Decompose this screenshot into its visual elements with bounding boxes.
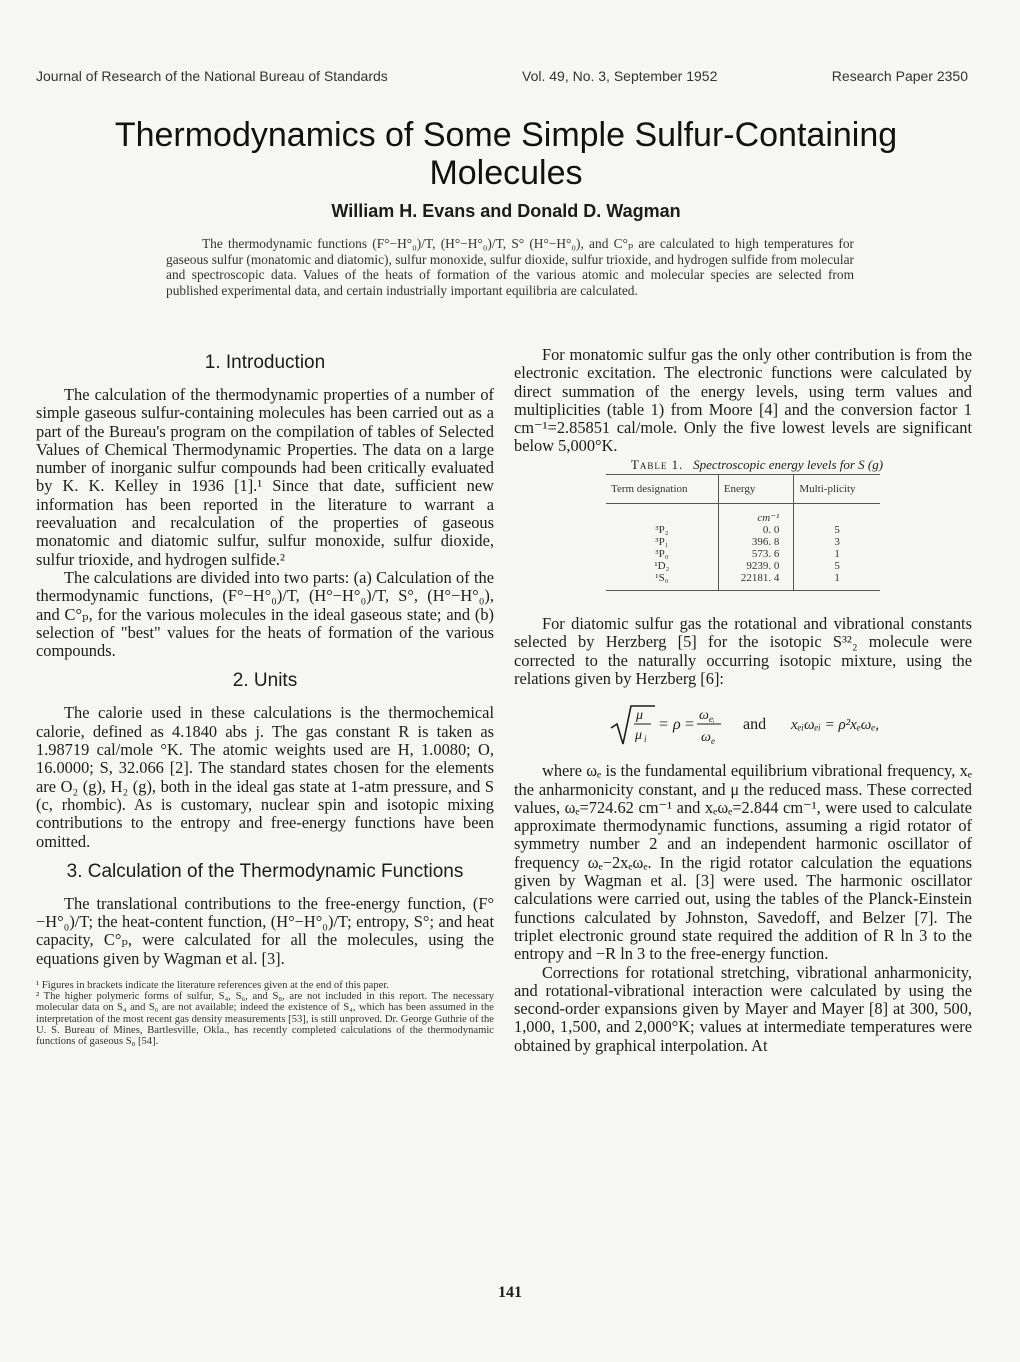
right-paragraph-1: For monatomic sulfur gas the only other contribution is from the electronic excitation. The electronic functions were calculated by direct summation of the energy levels, using term values and multiplicities (table 1) from Moore [4] and the conversion factor 1 cm⁻¹=2.85851 cal/mole. Only the five lowest levels are significant below 5,000°K. (514, 345, 972, 456)
section-1-heading: 1. Introduction (204, 352, 326, 373)
title-line-2: Molecules (429, 154, 583, 192)
table-cell-energy: 22181. 4 (718, 572, 794, 591)
table-cell-term: ³P₂ (655, 524, 669, 537)
table-unit-row (606, 504, 880, 525)
section-1-paragraph-1: The calculation of the thermodynamic properties of a number of simple gaseous sulfur-containing molecules has been carried out as a part of the Bureau's program on the compilation of tables of Selected Values of Chemical Thermodynamic Properties. The data on a large number of inorganic sulfur compounds had been critically evaluated by K. K. Kelley in 1936 [1].¹ Since that date, sufficient new information has been reported in the literature to warrant a reevaluation and recalculation of the properties of gaseous monatomic and diatomic sulfur, sulfur monoxide, sulfur dioxide, sulfur trioxide, and hydrogen sulfide.² (36, 385, 494, 569)
footnote-1: ¹ Figures in brackets indicate the literature references given at the end of this paper. (36, 980, 389, 992)
section-2-heading: 2. Units (232, 670, 298, 692)
table-header-term: Term designation (606, 475, 718, 504)
svg-text:i: i (644, 734, 647, 745)
paper-title (40, 116, 972, 192)
table-unit: cm⁻¹ (718, 504, 794, 525)
table-cell-multiplicity: 1 (794, 572, 880, 591)
svg-text:eᵢ: eᵢ (709, 714, 715, 725)
table-cell-term: ¹S₀ (606, 572, 718, 591)
table-cell-multiplicity: 1 (794, 548, 880, 560)
table-cell-multiplicity: 5 (794, 560, 880, 572)
right-paragraph-4: Corrections for rotational stretching, vibrational anharmonicity, and rotational-vibrational interaction were calculated by using the second-order expansions given by Mayer and Mayer [8] at 300, 500, 1,000, 1,500, and 2,000°K; values at intermediate temperatures were obtained by graphical interpolation. At (514, 962, 972, 1055)
section-1-paragraph-2: The calculations are divided into two parts: (a) Calculation of the thermodynamic functions, (F°−H°₀)/T, (H°−H°₀)/T, S°, (H°−H°₀), and C°ₚ, for the various molecules in the ideal gaseous state; and (b) selection of "best" values for the heats of formation of the various compounds. (36, 567, 494, 661)
table-title: Spectroscopic energy levels for S (g) (693, 456, 884, 472)
equation-right-side: xₑᵢωₑᵢ = ρ²xₑωₑ, (791, 717, 880, 734)
table-row (606, 536, 880, 548)
table-cell-multiplicity: 3 (794, 536, 880, 548)
table-cell-energy: 0. 0 (718, 524, 794, 536)
right-paragraph-3: where ωₑ is the fundamental equilibrium vibrational frequency, xₑ the anharmonicity constant, and μ the reduced mass. These corrected values, ωₑ=724.62 cm⁻¹ and xₑωₑ=2.844 cm⁻¹, were used to calculate approximate thermodynamic functions, assuming a rigid rotator of symmetry number 2 and an independent harmonic oscillator of frequency ωₑ−2xₑωₑ. In the rigid rotator calculation the equations given by Wagman et al. [3] were used. The harmonic oscillator calculations were carried out, using the tables of the Planck-Einstein functions calculated by Johnston, Savedoff, and Belzer [7]. The triplet electronic ground state required the addition of R ln 3 to the entropy and −R ln 3 to the free-energy function. (514, 761, 972, 964)
table-cell-energy: 396. 8 (718, 536, 794, 548)
volume-info: Vol. 49, No. 3, September 1952 (522, 68, 718, 84)
table-cell-term: ³P₁ (655, 536, 669, 549)
running-header (36, 68, 968, 88)
right-column (514, 346, 972, 1055)
energy-levels-table (606, 474, 880, 591)
equation-graphic (533, 702, 953, 748)
svg-text:μ: μ (635, 728, 643, 744)
paper-number: Research Paper 2350 (831, 68, 968, 84)
journal-name: Journal of Research of the National Bureau of Standards (36, 68, 388, 84)
table-row (606, 572, 880, 591)
isotope-relation-equation (514, 702, 972, 748)
table-row (606, 548, 880, 560)
table-cell-term: ³P₀ (655, 548, 669, 561)
abstract (166, 236, 854, 298)
authors: William H. Evans and Donald D. Wagman (331, 201, 681, 221)
abstract-text: The thermodynamic functions (F°−H°₀)/T, (H°−H°₀)/T, S° (H°−H°₀), and C°ₚ are calculated to high temperatures for gaseous sulfur (monatomic and diatomic), sulfur monoxide, sulfur dioxide, sulfur trioxide, and hydrogen sulfide from molecular and spectroscopic data. Values of the heats of formation of the various atomic and molecular species are selected from published experimental data, and certain industrially important equilibria are calculated. (166, 236, 854, 298)
title-line-1: Thermodynamics of Some Simple Sulfur-Containing (114, 116, 898, 154)
table-cell-multiplicity: 5 (794, 524, 880, 536)
footnote-2: ² The higher polymeric forms of sulfur, S₄, S₆, and S₈, are not included in this report. The necessary molecular data on S₄ and S₆ are not available; indeed the existence of S₄, which has been assumed in the interpretation of the most recent gas density measurements [53], is still unproved. Dr. George Guthrie of the U. S. Bureau of Mines, Bartlesville, Okla., has recently completed calculations of the thermodynamic functions of gaseous S₈ [54]. (36, 991, 494, 1048)
footnotes (36, 980, 494, 1047)
svg-text:=: = (659, 716, 669, 734)
svg-text:ρ: ρ (673, 716, 681, 734)
section-3-paragraph-1: The translational contributions to the free-energy function, (F°−H°₀)/T; the heat-content function, (H°−H°₀)/T; entropy, S°; and heat capacity, C°ₚ, were calculated for all the molecules, using the equations given by Wagman et al. [3]. (36, 893, 494, 968)
table-header-multiplicity: Multi-plicity (794, 475, 880, 504)
section-2-paragraph-1: The calorie used in these calculations is the thermochemical calorie, defined as 4.1840 abs j. The gas constant R is taken as 1.98719 cal/mole °K. The atomic weights used are H, 1.0080; O, 16.0000; S, 32.066 [2]. The standard states chosen for the elements are O₂ (g), H₂ (g), both in the ideal gas state at 1-atm pressure, and S (c, rhombic). As is customary, nuclear spin and isotopic mixing contributions to the entropy and free-energy functions have been omitted. (36, 703, 494, 851)
table-label: Table 1. (630, 456, 684, 472)
table-row (606, 524, 880, 536)
svg-text:μ: μ (636, 708, 644, 724)
right-paragraph-2: For diatomic sulfur gas the rotational and vibrational constants selected by Herzberg [5] for the isotopic S³²₂ molecule were corrected to the naturally occurring isotopic mixture, using the relations given by Herzberg [6]: (514, 614, 972, 688)
table-cell-energy: 9239. 0 (718, 560, 794, 572)
svg-text:e: e (711, 736, 715, 747)
table-row (606, 560, 880, 572)
table-caption (514, 456, 972, 474)
left-column (36, 346, 494, 1047)
table-cell-energy: 573. 6 (718, 548, 794, 560)
svg-text:ω: ω (699, 708, 709, 724)
page-number: 141 (498, 1284, 522, 1301)
table-header-energy: Energy (718, 475, 794, 504)
table-header-row (606, 475, 880, 504)
table-cell-term: ¹D₂ (654, 560, 670, 573)
svg-text:ω: ω (701, 730, 711, 746)
section-3-heading: 3. Calculation of the Thermodynamic Functions (66, 860, 464, 882)
equation-and: and (743, 716, 767, 734)
svg-text:=: = (685, 716, 695, 734)
